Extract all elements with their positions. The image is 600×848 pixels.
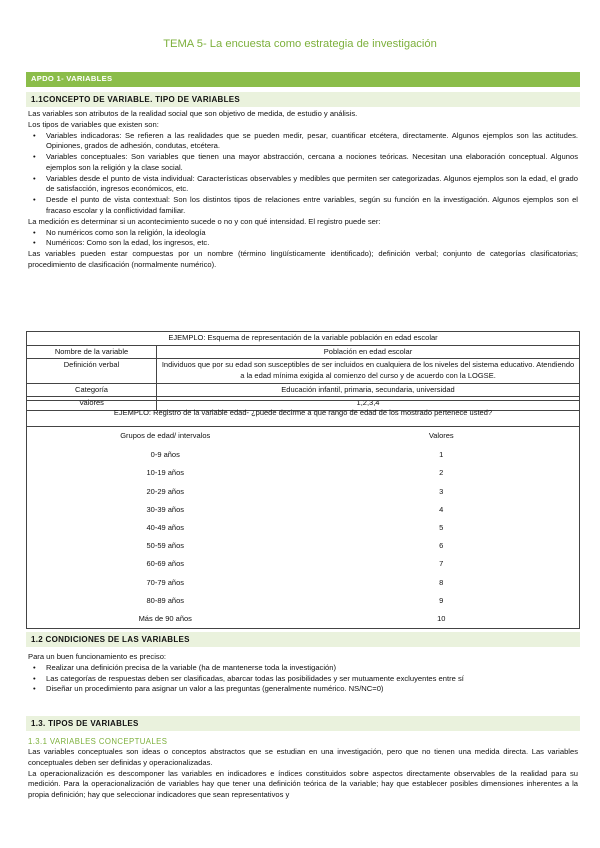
table-row (27, 592, 580, 610)
value-cell: 9 (439, 595, 444, 605)
age-group-cell: 80-89 años (146, 595, 185, 605)
age-register-table (26, 400, 580, 629)
value-cell: 8 (439, 577, 444, 587)
list-item: • No numéricos como son la religión, la ideología (28, 228, 578, 239)
value-cell: 4 (439, 504, 444, 514)
table-row (27, 574, 580, 592)
list-item: • Las categorías de respuestas deben ser clasificadas, abarcar todas las posibilidades y ser mutuamente excluyentes entre sí (28, 674, 578, 685)
subsection-heading-1-1: 1.1CONCEPTO DE VARIABLE. TIPO DE VARIABLES (26, 92, 580, 107)
age-group-cell: 70-79 años (146, 577, 185, 587)
types-section-body (28, 736, 578, 801)
table-row (27, 465, 580, 483)
column-header-group: Grupos de edad/ intervalos (120, 431, 211, 441)
table-header-row (27, 427, 580, 447)
list-item: • Diseñar un procedimiento para asignar un valor a las preguntas (generalmente numérico. NS/NC=0) (28, 684, 578, 695)
variable-scheme-table (26, 331, 580, 411)
paragraph: Las variables pueden estar compuestas por un nombre (término lingüísticamente identificado); definición verbal; conjunto de categorías clasificatorias; procedimiento de clasificación (normalmente numérico). (28, 249, 578, 269)
paragraph: Los tipos de variables que existen son: (28, 119, 159, 129)
age-group-cell: 30-39 años (146, 504, 185, 514)
value-cell: 1 (439, 450, 444, 460)
list-item: • Variables desde el punto de vista individual: Características observables y medibles que permiten ser categorizadas. Algunos ejemplos son la edad, el grado de satisfacción, ingresos económicos, etc. (28, 174, 578, 196)
measurement-list (28, 228, 578, 250)
conditions-section-body (28, 652, 578, 695)
table-row (27, 501, 580, 519)
table-cell-label: Categoría (27, 383, 157, 397)
value-cell: 6 (439, 541, 444, 551)
table-row (27, 537, 580, 555)
table-caption: EJEMPLO: Registro de la variable edad- ¿puede decirme a que rango de edad de los mostrado pertenece usted? (27, 401, 580, 427)
table-cell-value: 1,2,3,4 (157, 397, 580, 411)
table-row (27, 519, 580, 537)
table-row (27, 610, 580, 628)
subsubsection-heading: 1.3.1 VARIABLES CONCEPTUALES (28, 737, 168, 746)
table-caption: EJEMPLO: Esquema de representación de la variable población en edad escolar (27, 332, 580, 346)
table-cell-label: Nombre de la variable (27, 345, 157, 359)
value-cell: 7 (439, 559, 444, 569)
paragraph: Las variables conceptuales son ideas o conceptos abstractos que se estudian en una investigación, pero que no tienen una medida directa. Las variables conceptuales deben ser definidas y operacionalizadas. (28, 747, 578, 767)
age-group-cell: 50-59 años (146, 541, 185, 551)
paragraph: Las variables son atributos de la realidad social que son objetivo de medida, de estudio y análisis. (28, 109, 358, 118)
section-heading: APDO 1- VARIABLES (26, 72, 580, 87)
subsection-heading-1-3: 1.3. TIPOS DE VARIABLES (26, 716, 580, 731)
table-row (27, 383, 580, 397)
age-group-cell: 0-9 años (150, 450, 180, 460)
table-cell-value: Población en edad escolar (157, 345, 580, 359)
value-cell: 10 (437, 613, 446, 623)
table-row (27, 556, 580, 574)
table-row (27, 359, 580, 383)
table-cell-value: Educación infantil, primaria, secundaria, universidad (157, 383, 580, 397)
document-title: TEMA 5- La encuesta como estrategia de investigación (163, 38, 437, 50)
table-cell-value: Individuos que por su edad son susceptibles de ser incluidos en cualquiera de los niveles del sistema educativo. Atendiendo a la edad mínima exigida al comienzo del curso y de acuerdo con la LOGSE. (157, 359, 580, 383)
value-cell: 5 (439, 523, 444, 533)
value-cell: 2 (439, 468, 444, 478)
table-row (27, 483, 580, 501)
list-item: • Desde el punto de vista contextual: Son los distintos tipos de relaciones entre variables, según su función en la investigación. Algunos ejemplos son el fracaso escolar y la conflictividad familiar. (28, 195, 578, 217)
age-group-cell: 10-19 años (146, 468, 185, 478)
list-item: • Numéricos: Como son la edad, los ingresos, etc. (28, 238, 578, 249)
age-group-cell: 60-69 años (146, 559, 185, 569)
table-row (27, 447, 580, 465)
list-item: • Variables conceptuales: Son variables que tienen una mayor abstracción, cercana a nociones teóricas. Necesitan una elaboración conceptual. Algunos ejemplos son la religión y la clase social. (28, 152, 578, 174)
age-group-cell: 20-29 años (146, 486, 185, 496)
list-item: • Variables indicadoras: Se refieren a las realidades que se pueden medir, pesar, cuantificar etcétera, directamente. Algunos ejemplos son las actitudes. Opiniones, grados de adhesión, condutas, etcétera. (28, 131, 578, 153)
paragraph: La medición es determinar si un acontecimiento sucede o no y con qué intensidad. El registro puede ser: (28, 216, 381, 226)
age-group-cell: Más de 90 años (138, 613, 192, 623)
table-row (27, 345, 580, 359)
paragraph: La operacionalización es descomponer las variables en indicadores e índices constituidos sobre aspectos directamente observables de la realidad para su medición. Para la operacionalización de variables hay que tener una definición teórica de la variable; hay que establecer posibles dimensiones inherentes a la propia definición; hay que seleccionar indicadores que sean representativos y (28, 768, 578, 800)
concept-section-body (28, 109, 578, 271)
value-cell: 3 (439, 486, 444, 496)
table-cell-label: Definición verbal (27, 359, 157, 383)
subsection-heading-1-2: 1.2 CONDICIONES DE LAS VARIABLES (26, 632, 580, 647)
paragraph: Para un buen funcionamiento es preciso: (28, 652, 167, 661)
conditions-list (28, 663, 578, 695)
age-group-cell: 40-49 años (146, 523, 185, 533)
column-header-value: Valores (428, 431, 454, 441)
variable-types-list (28, 131, 578, 217)
list-item: • Realizar una definición precisa de la variable (ha de mantenerse toda la investigación) (28, 663, 578, 674)
table-cell-label: Valores (27, 397, 157, 411)
